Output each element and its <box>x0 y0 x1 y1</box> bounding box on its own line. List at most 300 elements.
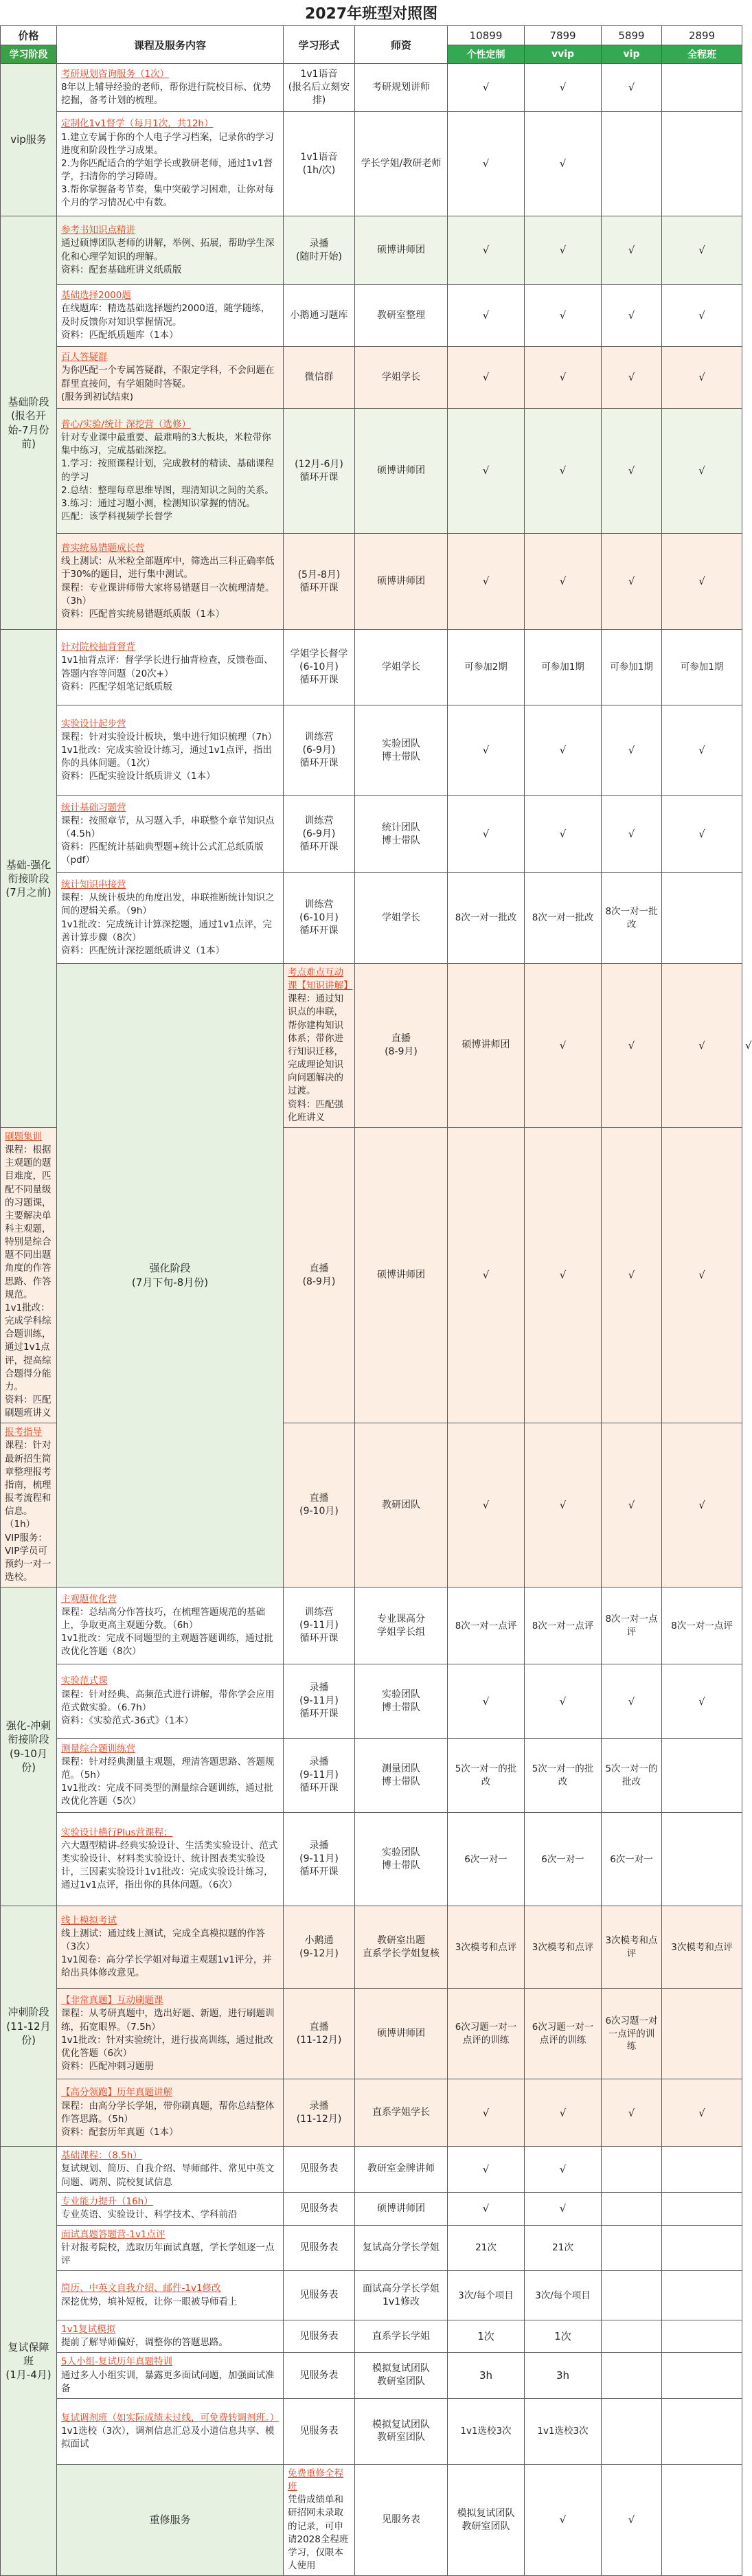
course-detail: 1v1批改：完成统计计算深挖题，通过1v1点评，完善计算步骤（8次） <box>61 918 272 943</box>
course-detail: 匹配：该学科视频学长督学 <box>61 510 172 522</box>
tier-cell-vvip: √ <box>525 409 602 534</box>
course-detail: 资料：匹配普实统易错题纸质版（1本） <box>61 608 225 620</box>
course-detail: 针对专业课中最重要、最难啃的3大板块，米粒带你集中练习，完成基础深挖。 <box>61 432 271 457</box>
course-detail: 课程：通过知识点的串联，帮你建构知识体系；带你进行知识迁移，完成理论知识向问题解决的过渡。 <box>288 993 343 1097</box>
table-row <box>1 112 742 216</box>
course-detail: 3.帮你掌握备考节奏，集中突破学习困难，让你对每个月的学习情况心中有数。 <box>61 184 274 209</box>
table-row <box>1 409 742 534</box>
stage-label: 强化-冲刺 衔接阶段 (9-10月份) <box>1 1588 57 1906</box>
course-detail: 课程：专业课讲师带大家将易错题目一次梳理清楚。（3h） <box>61 582 275 607</box>
course-title: 专业能力提升（16h） <box>61 2196 153 2207</box>
tier-cell-full <box>662 112 742 216</box>
stage-label: 强化阶段 (7月下旬-8月份) <box>57 964 284 1588</box>
tier-cell-vip: √ <box>602 216 662 285</box>
tier-cell-vip: √ <box>602 64 662 112</box>
course-title: 复试调剂班（如实际成绩未过线，可免费转调剂班。） <box>61 2412 280 2424</box>
table-row <box>1 796 742 873</box>
course-content <box>57 1989 284 2079</box>
tier-cell-vvip: √ <box>525 64 602 112</box>
tier-cell-vip: 6次一对一 <box>602 1813 662 1906</box>
tier-cell-vvip: √ <box>525 1423 602 1588</box>
tier-cell-vvip: 1次 <box>525 2320 602 2353</box>
table-body <box>1 64 752 2576</box>
stage-label: 基础阶段 (报名开始-7月份前) <box>1 216 57 630</box>
teacher: 教研室出题 直系学长学姐复核 <box>355 1906 448 1989</box>
tier-full: 全程班 <box>662 45 742 64</box>
course-content <box>57 873 284 964</box>
course-detail: 资料：匹配纸质题库（1本） <box>61 329 179 341</box>
course-content <box>284 2464 355 2575</box>
course-title: 简历、中英文自我介绍、邮件-1v1修改 <box>61 2283 221 2294</box>
tier-cell-full: 可参加1期 <box>662 630 742 705</box>
course-detail: 1.建立专属于你的个人电子学习档案，记录你的学习进度和阶段性学习成果。 <box>61 131 274 156</box>
stage-label: 基础-强化 衔接阶段 (7月之前) <box>1 630 57 1128</box>
learning-format: 训练营 (6-10月) 循环开课 <box>284 873 355 964</box>
tier-cell-full: √ <box>662 216 742 285</box>
learning-format: 小鹅通 (9-12月) <box>284 1906 355 1989</box>
course-content <box>57 2353 284 2398</box>
tier-cell-custom: 21次 <box>448 2225 525 2270</box>
tier-cell-full: √ <box>662 796 742 873</box>
tier-cell-vip: √ <box>602 347 662 409</box>
course-detail: 通过硕博团队老师的讲解，举例、拓展，帮助学生深化和心理学知识的理解。 <box>61 238 275 262</box>
tier-custom: 个性定制 <box>448 45 525 64</box>
tier-cell-custom: 3h <box>448 2353 525 2398</box>
tier-cell-vip <box>602 2192 662 2225</box>
table-row <box>1 285 742 347</box>
course-detail: 1v1批改：针对实验统计，进行拔高训练，通过批改优化答题（6次） <box>61 2034 273 2059</box>
tier-cell-vvip: 8次一对一点评 <box>525 1588 602 1664</box>
teacher: 教研室整理 <box>355 285 448 347</box>
tier-cell-full: √ <box>662 2079 742 2147</box>
course-title: 实验范式课 <box>61 1675 108 1687</box>
learning-format: 学姐学长督学 (6-10月) 循环开课 <box>284 630 355 705</box>
tier-cell-vvip: 8次一对一批改 <box>525 873 602 964</box>
tier-cell-custom: √ <box>448 216 525 285</box>
table-row <box>1 873 742 964</box>
page-title: 2027年班型对照图 <box>1 0 742 26</box>
tier-cell-custom: √ <box>448 2192 525 2225</box>
tier-cell-full: √ <box>662 347 742 409</box>
learning-format: 直播 (8-9月) <box>284 1127 355 1423</box>
course-title: 考研规划咨询服务（1次） <box>61 68 170 80</box>
teacher: 实验团队 博士带队 <box>355 1813 448 1906</box>
stage-label: 冲刺阶段 (11-12月份) <box>1 1906 57 2147</box>
tier-cell-vip <box>602 2271 662 2320</box>
course-detail: 提前了解导师偏好，调整你的答题思路。 <box>61 2337 228 2349</box>
learning-format: 录播 (9-11月) 循环开课 <box>284 1739 355 1813</box>
course-content <box>57 1906 284 1989</box>
course-detail: 8年以上辅导经验的老师，帮你进行院校目标、优势挖掘，备考计划的梳理。 <box>61 81 271 106</box>
tier-cell-vip: 可参加1期 <box>602 630 662 705</box>
course-detail: 课程：针对经典、高频范式进行讲解，带你学会应用范式做实验。（6.7h） <box>61 1688 275 1713</box>
tier-cell-vip: √ <box>602 705 662 796</box>
teacher: 专业课高分 学姐学长组 <box>355 1588 448 1664</box>
tier-cell-custom: √ <box>448 2147 525 2192</box>
tier-cell-vvip: √ <box>525 1127 602 1423</box>
table-row <box>1 1664 742 1739</box>
table-row <box>1 1813 742 1906</box>
tier-cell-custom: 1v1选校3次 <box>448 2398 525 2464</box>
tier-cell-vvip: 3次/每个项目 <box>525 2271 602 2320</box>
course-detail: 3.练习：通过习题小测，检测知识掌握的情况。 <box>61 497 255 509</box>
teacher: 学姐学长 <box>355 873 448 964</box>
course-detail: 课程：根据主观题的题目难度，匹配不同量级的习题课，主要解决单科主观题，特别是综合题不同出题角度的作答思路、作答规范。 <box>5 1144 52 1300</box>
learning-format: 录播 (9-11月) 循环开课 <box>284 1813 355 1906</box>
course-content <box>57 285 284 347</box>
course-detail: 在线题库：精选基础选择题约2000道，随学随练，及时反馈你对知识掌握情况。 <box>61 303 271 328</box>
course-content <box>57 1664 284 1739</box>
tier-cell-vvip: √ <box>525 216 602 285</box>
course-title: 统计知识串接营 <box>61 879 126 891</box>
teacher: 学姐学长 <box>355 630 448 705</box>
learning-format: 直播 (8-9月) <box>355 964 448 1128</box>
learning-format: 见服务表 <box>284 2353 355 2398</box>
course-detail: 资料：匹配统计深挖题纸质讲义（1本） <box>61 945 225 956</box>
price-tier-vvip: 7899 <box>525 26 602 45</box>
teacher: 直系学姐学长 <box>355 2079 448 2147</box>
learning-format: 微信群 <box>284 347 355 409</box>
course-detail: 资料：匹配实验设计纸质讲义（1本） <box>61 771 216 782</box>
course-content <box>57 534 284 630</box>
teacher: 硕博讲师团 <box>355 534 448 630</box>
course-detail: 资料：配套基础班讲义纸质版 <box>61 264 182 275</box>
tier-cell-custom: √ <box>448 1664 525 1739</box>
course-title: 百人答疑群 <box>61 352 108 363</box>
course-detail: 课程：从考研真题中，选出好题、新题，进行刷题训练，拓宽眼界。（7.5h） <box>61 2008 275 2033</box>
course-title: 针对院校抽背督背 <box>61 642 135 653</box>
table-row <box>1 64 742 112</box>
tier-cell-vip: √ <box>602 1127 662 1423</box>
course-detail: 六大题型精讲-经典实验设计、生活类实验设计、范式类实验设计、材料类实验设计、统计图表类实验设计，三因素实验设计1v1批改：完成实验设计练习，通过1v1点评，指出你的具体问题。（6次） <box>61 1840 278 1891</box>
tier-cell-custom: 8次一对一批改 <box>448 873 525 964</box>
learning-format: 录播 (9-11月) 循环开课 <box>284 1664 355 1739</box>
teacher: 面试高分学长学姐 1v1修改 <box>355 2271 448 2320</box>
course-detail: 1v1抽背点评：督学学长进行抽背检查，反馈卷面、答题内容等问题（20次+） <box>61 655 273 679</box>
tier-cell-full <box>662 873 742 964</box>
teacher: 模拟复试团队 教研室团队 <box>355 2353 448 2398</box>
course-detail: 资料：匹配统计基础典型题+统计公式汇总纸质版（pdf） <box>61 841 264 866</box>
learning-format: 训练营 (6-9月) 循环开课 <box>284 705 355 796</box>
course-detail: 课程：从统计板块的角度出发，串联推断统计知识之间的逻辑关系。（9h） <box>61 892 275 917</box>
course-detail: 1v1阅卷：高分学长学姐对每道主观题1v1评分，并给出具体修改意见。 <box>61 1954 272 1979</box>
tier-cell-vip <box>602 2398 662 2464</box>
course-content <box>1 1423 57 1588</box>
course-detail: 资料：匹配学姐笔记纸质版 <box>61 681 172 692</box>
course-title: 参考书知识点精讲 <box>61 225 135 236</box>
teacher: 模拟复试团队 教研室团队 <box>355 2398 448 2464</box>
table-row <box>1 2192 742 2225</box>
course-title: 基础课程：（8.5h） <box>61 2150 142 2162</box>
teacher: 学长学姐/教研老师 <box>355 112 448 216</box>
tier-cell-custom: 3次模考和点评 <box>448 1906 525 1989</box>
course-detail: 专业英语、实验设计、科学技术、学科前沿 <box>61 2209 238 2221</box>
course-content <box>57 112 284 216</box>
teacher: 考研规划讲师 <box>355 64 448 112</box>
course-content <box>57 347 284 409</box>
tier-cell-custom: √ <box>448 1423 525 1588</box>
tier-cell-vip: √ <box>602 534 662 630</box>
course-detail: 课程：按照章节，从习题入手，串联整个章节知识点（4.5h） <box>61 815 275 839</box>
tier-cell-custom: √ <box>525 964 602 1128</box>
course-detail: 深挖优势，填补短板，让你一眼被导师看上 <box>61 2296 238 2307</box>
course-content <box>57 216 284 285</box>
tier-cell-vvip: 5次一对一的批改 <box>525 1739 602 1813</box>
learning-format: (12月-6月) 循环开课 <box>284 409 355 534</box>
teacher: 测量团队 博士带队 <box>355 1739 448 1813</box>
table-row <box>1 2320 742 2353</box>
course-content <box>57 2225 284 2270</box>
course-detail: VIP服务：VIP学员可预约一对一选校。 <box>5 1532 52 1583</box>
tier-cell-vvip: √ <box>525 112 602 216</box>
tier-cell-full <box>662 1739 742 1813</box>
tier-cell-vvip: √ <box>525 534 602 630</box>
tier-cell-vvip: 1v1选校3次 <box>525 2398 602 2464</box>
tier-cell-vip: √ <box>602 1664 662 1739</box>
tier-cell-full: √ <box>662 1664 742 1739</box>
course-title: 【非常真题】互动刷题课 <box>61 1995 163 2007</box>
tier-cell-vip: √ <box>602 796 662 873</box>
course-detail: 课程：针对经典测量主观题，理清答题思路、答题规范。（5h） <box>61 1756 275 1781</box>
course-title: 实验设计横行Plus营课程： <box>61 1827 173 1838</box>
price-tier-full: 2899 <box>662 26 742 45</box>
stage-column-header: 学习阶段 <box>1 45 57 64</box>
course-detail: 1v1批改：完成不同类型的测量综合题训练，通过批改优化答题（5次） <box>61 1783 273 1807</box>
teacher: 硕博讲师团 <box>448 964 525 1128</box>
course-content <box>57 796 284 873</box>
learning-format: 见服务表 <box>284 2320 355 2353</box>
tier-cell-vip <box>602 2320 662 2353</box>
course-detail: 1.学习：按照课程计划，完成教材的精读、基础课程的学习 <box>61 458 274 483</box>
teacher-column-header: 师资 <box>355 26 448 64</box>
learning-format: 小鹅通习题库 <box>284 285 355 347</box>
tier-cell-full <box>662 1813 742 1906</box>
tier-cell-full <box>662 2147 742 2192</box>
course-title: 主观题优化营 <box>61 1593 117 1605</box>
tier-cell-vip <box>602 2225 662 2270</box>
teacher: 模拟复试团队 教研室团队 <box>448 2464 525 2575</box>
course-content <box>57 2192 284 2225</box>
tier-cell-custom: 8次一对一点评 <box>448 1588 525 1664</box>
tier-cell-custom: 3次/每个项目 <box>448 2271 525 2320</box>
tier-cell-full <box>662 2398 742 2464</box>
teacher: 教研室金牌讲师 <box>355 2147 448 2192</box>
tier-cell-full: √ <box>662 1423 742 1588</box>
table-row <box>1 2147 742 2192</box>
tier-cell-vip: 8次一对一点评 <box>602 1588 662 1664</box>
tier-cell-vip <box>662 2464 742 2575</box>
tier-cell-full: √ <box>662 534 742 630</box>
course-content <box>57 1739 284 1813</box>
price-label: 价格 <box>1 26 57 45</box>
course-title: 报考指导 <box>5 1427 42 1438</box>
learning-format: 直播 (11-12月) <box>284 1989 355 2079</box>
tier-cell-vvip: √ <box>602 2464 662 2575</box>
tier-cell-custom: √ <box>448 1127 525 1423</box>
tier-cell-custom: √ <box>525 2464 602 2575</box>
tier-vvip: vvip <box>525 45 602 64</box>
tier-cell-full: √ <box>662 705 742 796</box>
tier-cell-vip: 6次习题一对一点评的训练 <box>602 1989 662 2079</box>
teacher: 教研团队 <box>355 1423 448 1588</box>
tier-cell-vvip: √ <box>525 796 602 873</box>
tier-cell-vvip: 6次一对一 <box>525 1813 602 1906</box>
course-content <box>57 2320 284 2353</box>
tier-cell-vip: √ <box>602 409 662 534</box>
tier-cell-custom: √ <box>448 409 525 534</box>
course-title: 普实统易错题成长营 <box>61 543 145 554</box>
course-detail: 资料：配套历年真题（1本） <box>61 2126 179 2138</box>
price-tier-vip: 5899 <box>602 26 662 45</box>
tier-cell-full <box>662 64 742 112</box>
table-row <box>1 216 742 285</box>
stage-label: 重修服务 <box>57 2464 284 2575</box>
teacher: 硕博讲师团 <box>355 1989 448 2079</box>
tier-cell-vip: √ <box>602 1423 662 1588</box>
course-content <box>57 1813 284 1906</box>
table-row <box>1 1739 742 1813</box>
tier-cell-vip: 8次一对一批改 <box>602 873 662 964</box>
tier-cell-vvip: √ <box>525 285 602 347</box>
learning-format: 录播 (11-12月) <box>284 2079 355 2147</box>
tier-cell-custom: √ <box>448 112 525 216</box>
table-row <box>1 2398 742 2464</box>
course-title: 测量综合题训练营 <box>61 1743 135 1754</box>
tier-cell-vvip: √ <box>525 1664 602 1739</box>
tier-cell-custom: 6次一对一 <box>448 1813 525 1906</box>
course-detail: 1v1选校（3次），调剂信息汇总及小道信息共享、模拟面试 <box>61 2425 275 2450</box>
course-title: 5人小组-复试历年真题特训 <box>61 2356 172 2368</box>
learning-format: 录播 (随时开始) <box>284 216 355 285</box>
tier-cell-vvip: √ <box>525 705 602 796</box>
course-detail: 资料：匹配刷题班讲义 <box>5 1394 52 1419</box>
table-row <box>1 705 742 796</box>
tier-cell-full <box>662 2225 742 2270</box>
teacher: 硕博讲师团 <box>355 409 448 534</box>
tier-cell-vip: 3次模考和点评 <box>602 1906 662 1989</box>
table-row <box>1 2464 742 2575</box>
tier-cell-custom: √ <box>448 285 525 347</box>
tier-cell-vvip: √ <box>525 2192 602 2225</box>
table-row <box>1 2079 742 2147</box>
course-title: 线上模拟考试 <box>61 1914 117 1926</box>
table-row <box>1 2225 742 2270</box>
course-detail: 2.为你匹配适合的学姐学长或教研老师，通过1v1督学，扫清你的学习障碍。 <box>61 157 273 183</box>
tier-cell-custom: 可参加2期 <box>448 630 525 705</box>
tier-cell-full <box>662 2353 742 2398</box>
course-detail: 1v1批改：完成不同题型的主观题答题训练，通过批改优化答题（8次） <box>61 1633 273 1658</box>
teacher: 统计团队 博士带队 <box>355 796 448 873</box>
stage-label: 复试保障班 (1月-4月) <box>1 2147 57 2576</box>
tier-cell-vip <box>602 112 662 216</box>
learning-format: 见服务表 <box>284 2225 355 2270</box>
format-column-header: 学习形式 <box>284 26 355 64</box>
table-row <box>1 1906 742 1989</box>
course-content <box>1 1127 57 1423</box>
tier-cell-custom: √ <box>448 796 525 873</box>
tier-cell-custom: √ <box>448 64 525 112</box>
course-title: 普心/实验/统计 深挖营（选修） <box>61 418 191 430</box>
table-row <box>1 1989 742 2079</box>
tier-cell-full: √ <box>662 285 742 347</box>
tier-cell-vip: √ <box>662 964 742 1128</box>
tier-cell-full: 8次一对一点评 <box>662 1588 742 1664</box>
teacher: 学姐学长 <box>355 347 448 409</box>
course-detail: 课程：针对实验设计板块，集中进行知识梳理（7h） <box>61 731 277 743</box>
tier-cell-full <box>662 2271 742 2320</box>
course-detail: 凭借成绩单和研招网未录取的记录，可申请2028全程班学习，仅限本人使用 <box>288 2494 349 2571</box>
table-row <box>1 2271 742 2320</box>
course-detail: 1v1批改：完成学科综合题训练，通过1v1点评，提高综合题得分能力。 <box>5 1302 52 1392</box>
course-detail: 课程：由高分学长学姐，带你刷真题，帮你总结整体作答思路。（5h） <box>61 2100 275 2125</box>
tier-cell-custom: 6次习题一对一点评的训练 <box>448 1989 525 2079</box>
tier-cell-custom: √ <box>448 347 525 409</box>
course-detail: 通过多人小组实训，暴露更多面试问题，加强面试准备 <box>61 2369 275 2394</box>
course-title: 刷题集训 <box>5 1131 42 1142</box>
course-detail: 课程：总结高分作答技巧，在梳理答题规范的基础上，争取更高主观题分数。（6h） <box>61 1606 265 1631</box>
tier-cell-full <box>662 2192 742 2225</box>
course-content <box>57 64 284 112</box>
tier-cell-full: √ <box>662 409 742 534</box>
learning-format: 训练营 (9-11月) 循环开课 <box>284 1588 355 1664</box>
course-content <box>57 2147 284 2192</box>
course-detail: 为你匹配一个专属答疑群，不限定学科，不会问题在群里直接问，有学姐随时答疑。 <box>61 365 275 389</box>
course-content <box>57 630 284 705</box>
course-detail: 线上测试：从米粒全部题库中，筛选出三科正确率低于30%的题目，进行集中测试。 <box>61 556 275 580</box>
course-content <box>57 1588 284 1664</box>
stage-label: vip服务 <box>1 64 57 216</box>
tier-cell-custom: 1次 <box>448 2320 525 2353</box>
course-content <box>284 964 355 1128</box>
learning-format: 见服务表 <box>355 2464 448 2575</box>
table-row: 强化阶段 (7月下旬-8月份) 考点难点互动课【知识讲解】 课程：通过知识点的串联，帮你建构知识体系；带你进行知识迁移，完成理论知识向问题解决的过渡。 资料：匹配强化班讲义 直播 (8-9月) 硕博讲师团 √ √ √ √ <box>1 964 742 1128</box>
course-detail: 1v1批改：完成实验设计练习，通过1v1点评，指出你的具体问题。（1次） <box>61 744 272 769</box>
tier-cell-full <box>662 1989 742 2079</box>
learning-format: 见服务表 <box>284 2271 355 2320</box>
tier-cell-full: √ <box>662 1127 742 1423</box>
course-title: 1v1复试模拟 <box>61 2324 116 2336</box>
table-row <box>1 1588 742 1664</box>
teacher: 直系学长学姐 <box>355 2320 448 2353</box>
course-detail: 2.总结：整理每章思维导图，理清知识之间的关系。 <box>61 484 274 496</box>
course-content <box>57 2079 284 2147</box>
tier-cell-vvip: 21次 <box>525 2225 602 2270</box>
course-title: 实验设计起步营 <box>61 718 126 730</box>
teacher: 实验团队 博士带队 <box>355 705 448 796</box>
table-row <box>1 630 742 705</box>
learning-format: 训练营 (6-9月) 循环开课 <box>284 796 355 873</box>
table-row <box>1 347 742 409</box>
tier-cell-vvip: 3次模考和点评 <box>525 1906 602 1989</box>
learning-format: 1v1语音 (1h/次) <box>284 112 355 216</box>
course-title: 面试真题答题营-1v1点评 <box>61 2228 166 2240</box>
teacher: 硕博讲师团 <box>355 216 448 285</box>
course-content <box>57 2398 284 2464</box>
tier-cell-vvip: 3h <box>525 2353 602 2398</box>
course-content <box>57 2271 284 2320</box>
course-title: 免费重修全程班 <box>288 2467 343 2493</box>
tier-cell-custom: √ <box>448 2079 525 2147</box>
tier-cell-vip: 5次一对一的批改 <box>602 1739 662 1813</box>
course-title: 定制化1v1督学（每月1次，共12h） <box>61 118 214 130</box>
tier-cell-vip: √ <box>602 285 662 347</box>
table-row <box>1 2353 742 2398</box>
tier-cell-vvip: 可参加1期 <box>525 630 602 705</box>
course-content <box>57 705 284 796</box>
course-detail: 资料：匹配强化班讲义 <box>288 1098 343 1123</box>
tier-cell-vip <box>602 2353 662 2398</box>
learning-format: 见服务表 <box>284 2192 355 2225</box>
